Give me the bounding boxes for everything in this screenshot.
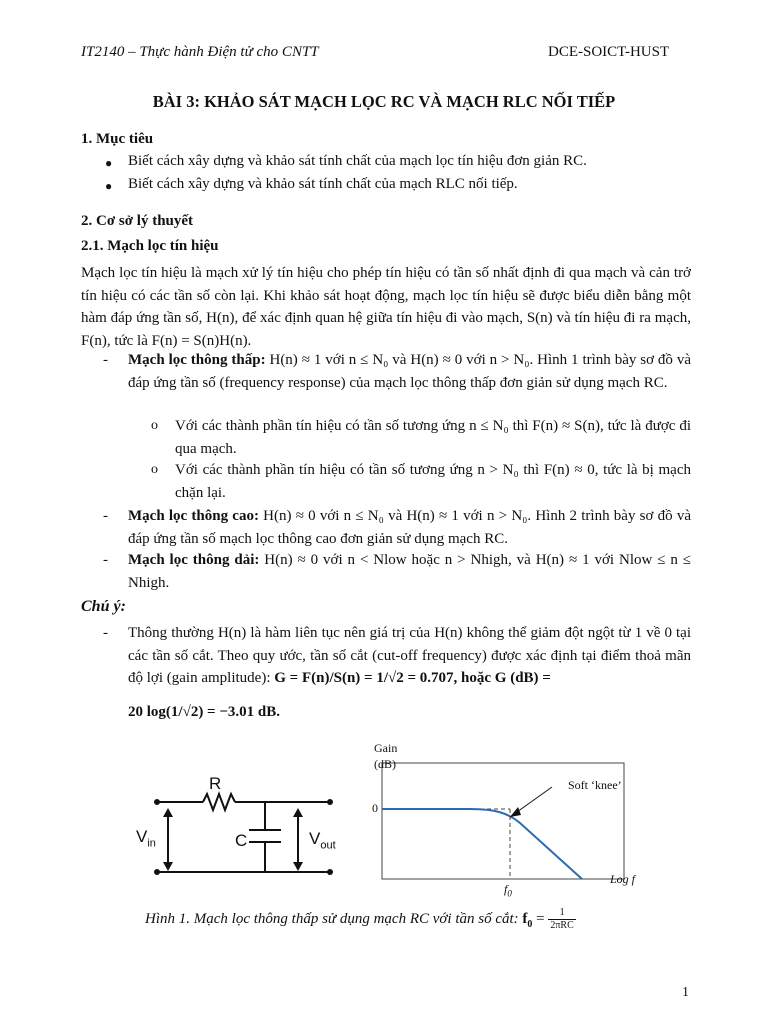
page-title: BÀI 3: KHẢO SÁT MẠCH LỌC RC VÀ MẠCH RLC NỐI TIẾP [152, 92, 616, 111]
highpass-text: H(n) ≈ 0 với n ≤ N₀ và H(n) ≈ 1 với n > N₀. Hình 2 trình bày sơ đồ và đáp ứng tần số mạch lọc thông cao đơn giản sử dụng mạch RC. [128, 508, 692, 547]
page-number: 1 [682, 985, 689, 1000]
lowpass-text: H(n) ≈ 1 với n ≤ N₀ và H(n) ≈ 0 với n > N₀. Hình 1 trình bày sơ đồ và đáp ứng tần số (frequency response) của mạch lọc thông thấp đơn giản sử dụng mạch RC. [128, 352, 692, 391]
bullet-dot: ● [105, 179, 113, 193]
lowpass-item [128, 349, 691, 394]
caption-fraction: 1 2πRC [550, 907, 574, 931]
highpass-label: Mạch lọc thông cao: [128, 508, 259, 524]
bandpass-text: H(n) ≈ 0 với n < Nlow hoặc n > Nhigh, và H(n) ≈ 1 với Nlow ≤ n ≤ Nhigh. [128, 552, 691, 591]
note-text [128, 622, 691, 690]
figure-caption: Hình 1. Mạch lọc thông thấp sử dụng mạch RC với tần số cắt: $f_0$ = 1 2πRC [145, 907, 574, 931]
circle-bullet: o [151, 462, 158, 477]
dash: - [103, 625, 108, 641]
gain-formula-2: 20 log(1/√2) = −3.01 dB. [128, 704, 280, 720]
objective-1: Biết cách xây dựng và khảo sát tính chất của mạch lọc tín hiệu đơn giản RC. [128, 153, 587, 169]
lowpass-sub-1: Với các thành phần tín hiệu có tần số tương ứng n ≤ N₀ thì F(n) ≈ S(n), tức là được đi qua mạch. [175, 418, 691, 457]
vout-label: $V_{out}$ [309, 829, 336, 852]
lowpass-label: Mạch lọc thông thấp: [128, 352, 266, 368]
section-2-1-heading: 2.1. Mạch lọc tín hiệu [81, 238, 219, 254]
note-text-1: Thông thường H(n) là hàm liên tục nên giá trị của H(n) không thể giảm đột ngột từ 1 về 0 tại các tần số cắt. Theo quy ước, tần số cắt (cut-off frequency) được xác định tại điểm thoả mãn độ lợi (gain amplitude): [128, 625, 691, 686]
dash: - [103, 352, 108, 368]
department-label: DCE-SOICT-HUST [548, 44, 670, 60]
bandpass-item [128, 549, 691, 594]
gain-formula-1: G = F(n)/S(n) = 1/√2 = 0.707, hoặc G (dB) = [274, 670, 551, 686]
intro-paragraph: Mạch lọc tín hiệu là mạch xử lý tín hiệu cho phép tín hiệu có tần số nhất định đi qua mạch và cản trở tín hiệu có các tần số còn lại. Khi khảo sát hoạt động, mạch lọc tín hiệu sẽ được biểu diễn bằng một hàm đáp ứng tần số, H(n), để xác định quan hệ giữa tín hiệu đi vào mạch, S(n) và tín hiệu đi ra mạch, F(n), tức là F(n) = S(n)H(n). [81, 265, 691, 349]
gain-unit-label: (dB) [374, 757, 396, 771]
section-2-heading: 2. Cơ sở lý thuyết [81, 213, 194, 229]
highpass-item [128, 505, 691, 550]
dash: - [103, 508, 108, 524]
lowpass-sub-2: Với các thành phần tín hiệu có tần số tương ứng n > N₀ thì F(n) ≈ 0, tức là bị mạch chặn lại. [175, 462, 691, 501]
circle-bullet: o [151, 418, 158, 433]
resistor-label: R [209, 774, 222, 793]
f0-tick-label: $f_0$ [504, 882, 512, 899]
log-f-axis-label: Log f [610, 872, 636, 886]
course-title: IT2140 – Thực hành Điện tử cho CNTT [81, 44, 319, 60]
dash: - [103, 552, 108, 568]
note-label: Chú ý: [81, 598, 126, 615]
caption-f0: $f_0$ [522, 910, 533, 930]
vin-label: $V_{in}$ [136, 827, 156, 850]
gain-curve [382, 809, 582, 879]
zero-db-label: 0 [372, 801, 378, 815]
capacitor-label: C [235, 831, 248, 850]
gain-axis-label: Gain [374, 741, 398, 755]
section-1-heading: 1. Mục tiêu [81, 131, 154, 147]
knee-annotation: Soft ‘knee’ [568, 778, 622, 792]
bandpass-label: Mạch lọc thông dải: [128, 552, 260, 568]
bullet-dot: ● [105, 156, 113, 170]
objective-2: Biết cách xây dựng và khảo sát tính chất của mạch RLC nối tiếp. [128, 176, 518, 192]
